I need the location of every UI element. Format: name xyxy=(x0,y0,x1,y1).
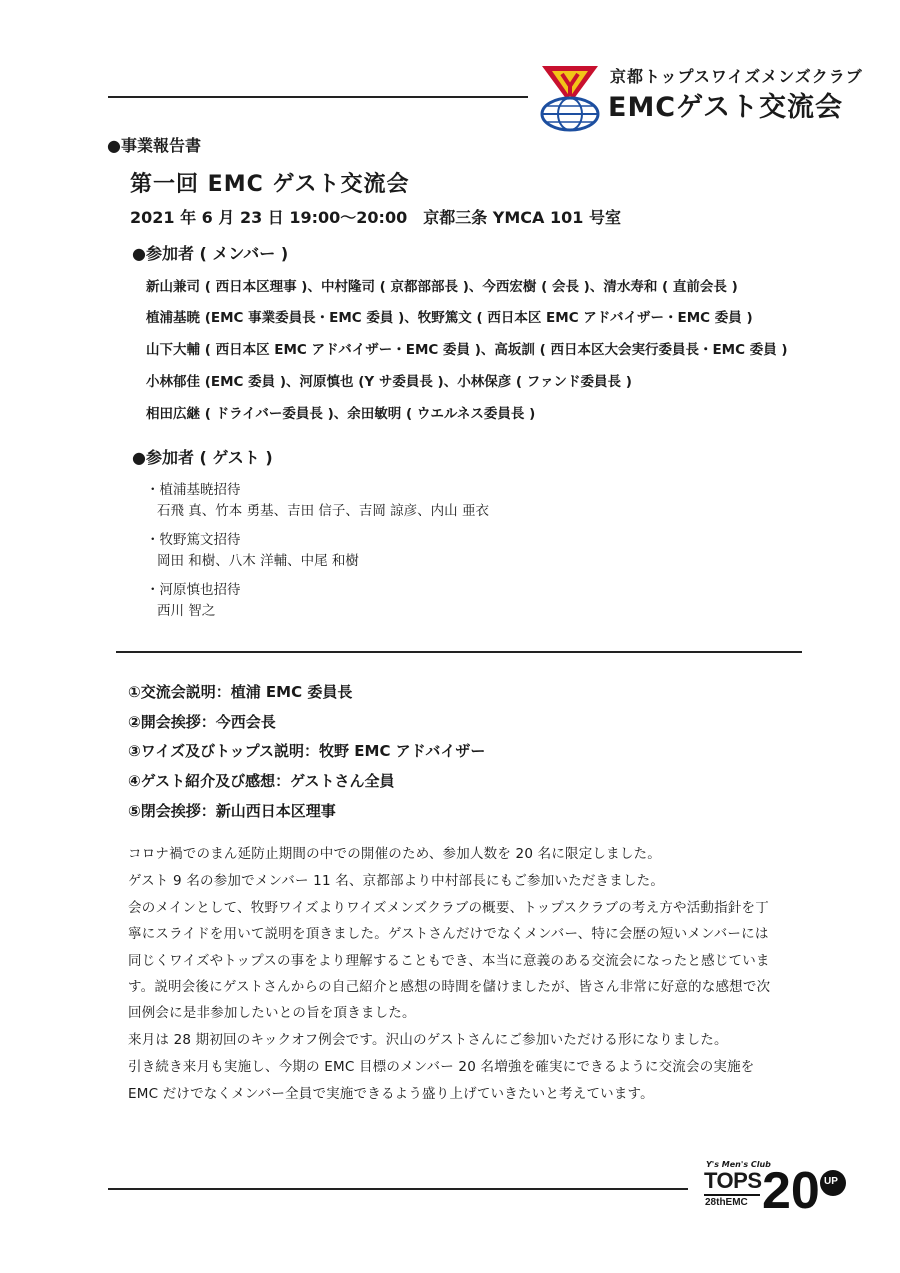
program-item: ④ゲスト紹介及び感想：ゲストさん全員 xyxy=(128,772,395,790)
up-badge xyxy=(820,1170,846,1196)
program-item: ③ワイズ及びトップス説明：牧野 EMC アドバイザー xyxy=(128,742,486,760)
member-line: 相田広継 ( ドライバー委員長 )、余田敏明 ( ウエルネス委員長 ) xyxy=(146,406,536,422)
body-text-line: 会のメインとして、牧野ワイズよりワイズメンズクラブの概要、トップスクラブの考え方や活動指針を丁 xyxy=(128,900,769,916)
guest-names: 岡田 和樹、八木 洋輔、中尾 和樹 xyxy=(157,553,359,569)
body-text-line: 回例会に是非参加したいとの旨を頂きました。 xyxy=(128,1005,416,1021)
ymca-emblem xyxy=(538,62,602,134)
body-text-line: す。説明会後にゲストさんからの自己紹介と感想の時間を儲けましたが、皆さん非常に好意的な感想で次 xyxy=(128,979,771,995)
member-line: 山下大輔 ( 西日本区 EMC アドバイザー・EMC 委員 )、高坂訓 ( 西日本区大会実行委員長・EMC 委員 ) xyxy=(146,342,788,358)
page-title: 第一回 EMC ゲスト交流会 xyxy=(130,172,410,197)
body-text-line: ゲスト 9 名の参加でメンバー 11 名、京都部より中村部長にもご参加いただきました。 xyxy=(128,873,665,889)
program-item: ⑤閉会挨拶：新山西日本区理事 xyxy=(128,802,336,820)
guest-inviter: ・植浦基暁招待 xyxy=(146,482,241,498)
svg-text:20: 20 xyxy=(762,1162,820,1216)
body-text-line: 引き続き来月も実施し、今期の EMC 目標のメンバー 20 名増強を確実にできるように交流会の実施を xyxy=(128,1059,755,1075)
guest-names: 西川 智之 xyxy=(157,603,216,619)
logo-club-text: Y's Men's Club xyxy=(706,1160,771,1169)
up-badge-text: UP xyxy=(824,1176,838,1187)
body-text-line: コロナ禍でのまん延防止期間の中での開催のため、参加人数を 20 名に限定しました。 xyxy=(128,846,661,862)
member-line: 新山兼司 ( 西日本区理事 )、中村隆司 ( 京都部部長 )、今西宏樹 ( 会長 )、清水寿和 ( 直前会長 ) xyxy=(146,279,738,295)
event-title: EMCゲスト交流会 xyxy=(608,92,844,123)
program-item: ①交流会説明：植浦 EMC 委員長 xyxy=(128,683,353,701)
logo-tops-text: TOPS xyxy=(704,1168,762,1193)
event-datetime-place: 2021 年 6 月 23 日 19:00〜20:00 京都三条 YMCA 101 号室 xyxy=(130,208,621,227)
body-text-line: 寧にスライドを用いて説明を頂きました。ゲストさんだけでなくメンバー、特に会歴の短いメンバーには xyxy=(128,926,769,942)
header-rule xyxy=(108,96,528,98)
logo-emc-text: 28thEMC xyxy=(705,1197,748,1208)
program-item: ②開会挨拶：今西会長 xyxy=(128,713,276,731)
guest-names: 石飛 真、竹本 勇基、吉田 信子、吉岡 諒彦、内山 亜衣 xyxy=(157,503,489,519)
body-text-line: EMC だけでなくメンバー全員で実施できるよう盛り上げていきたいと考えています。 xyxy=(128,1086,654,1102)
footer-rule xyxy=(108,1188,688,1190)
member-line: 植浦基暁 (EMC 事業委員長・EMC 委員 )、牧野篤文 ( 西日本区 EMC アドバイザー・EMC 委員 ) xyxy=(146,310,753,326)
section-label: ●事業報告書 xyxy=(107,136,201,155)
guest-inviter: ・河原慎也招待 xyxy=(146,582,241,598)
members-heading: ●参加者 ( メンバー ) xyxy=(132,244,289,263)
body-text-line: 来月は 28 期初回のキックオフ例会です。沢山のゲストさんにご参加いただける形になりました。 xyxy=(128,1032,728,1048)
section-divider xyxy=(116,651,802,653)
club-name: 京都トップスワイズメンズクラブ xyxy=(610,67,863,86)
body-text-line: 同じくワイズやトップスの事をより理解することもでき、本当に意義のある交流会になったと感じていま xyxy=(128,953,770,969)
tops-20-logo xyxy=(700,1158,850,1218)
member-line: 小林郁佳 (EMC 委員 )、河原慎也 (Y サ委員長 )、小林保彦 ( ファンド委員長 ) xyxy=(146,374,632,390)
logo-20-number xyxy=(762,1158,822,1216)
guest-inviter: ・牧野篤文招待 xyxy=(146,532,241,548)
guests-heading: ●参加者 ( ゲスト ) xyxy=(132,448,273,467)
